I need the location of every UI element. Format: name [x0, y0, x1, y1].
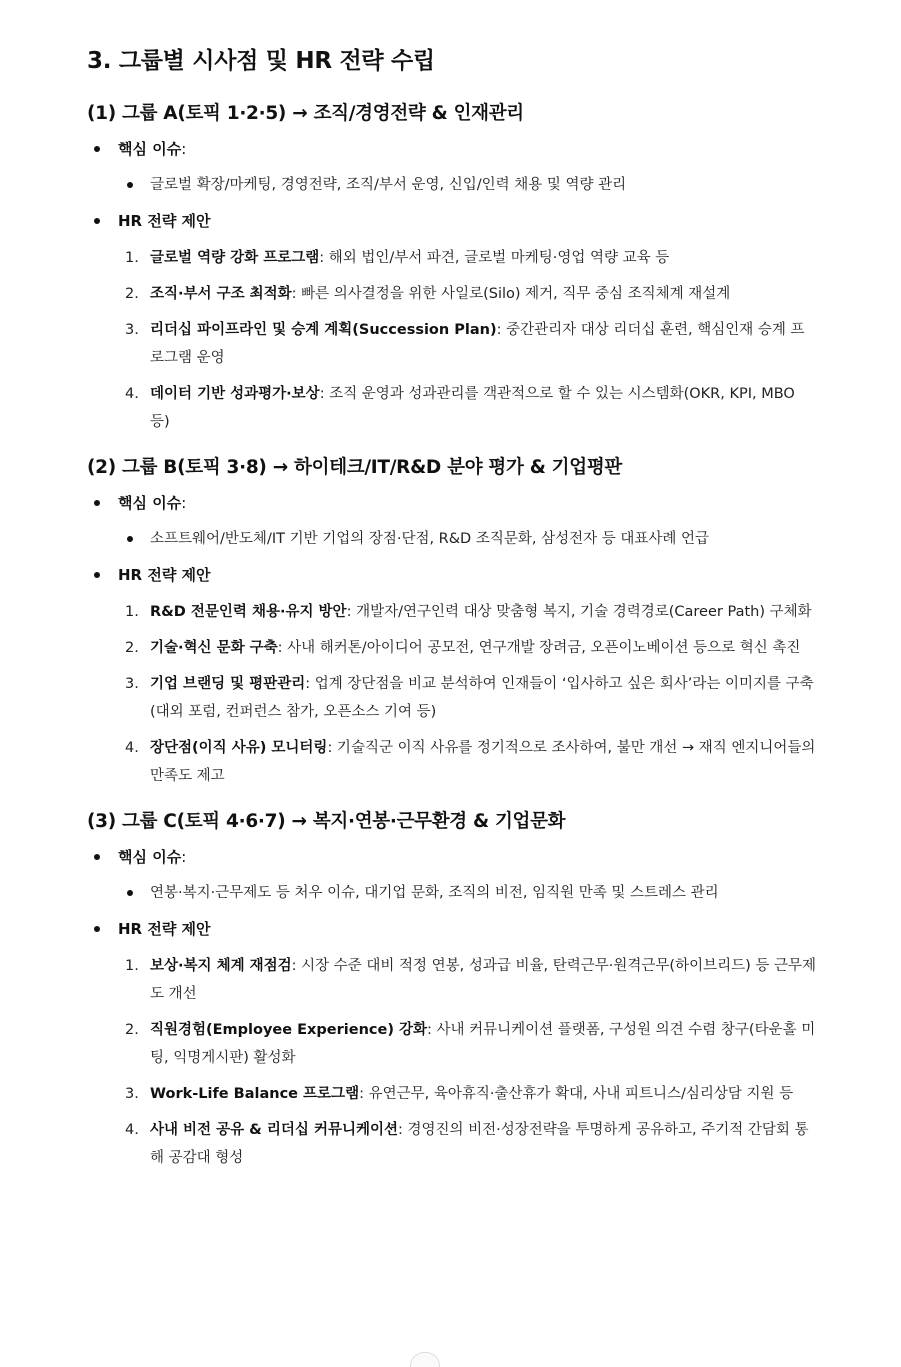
- strategy-label: HR 전략 제안: [118, 212, 211, 230]
- item-lead: 리더십 파이프라인 및 승계 계획(Succession Plan): [150, 322, 497, 338]
- item-text: : 사내 커뮤니케이션 플랫폼, 구성원 의견 수렴 창구(타운홀 미팅, 익명게시판) 활성화: [150, 1022, 816, 1066]
- item-text: : 업계 장단점을 비교 분석하여 인재들이 ‘입사하고 싶은 회사’라는 이미지를 구축(대외 포럼, 컨퍼런스 참가, 오픈소스 기여 등): [150, 676, 814, 720]
- list-item: [87, 634, 817, 662]
- bullet-icon: [94, 854, 100, 860]
- bullet-icon: [94, 926, 100, 932]
- item-number: 4.: [125, 386, 139, 402]
- group-section-c: [87, 808, 817, 1172]
- issue-suffix: :: [181, 140, 187, 158]
- issue-suffix: :: [181, 848, 187, 866]
- item-lead: 보상·복지 체계 재점검: [150, 958, 292, 974]
- issue-text: 소프트웨어/반도체/IT 기반 기업의 장점·단점, R&D 조직문화, 삼성전자 등 대표사례 언급: [150, 531, 709, 547]
- list-item-core-issue: [87, 844, 817, 870]
- bullet-icon: [127, 536, 133, 542]
- strategy-list: [87, 598, 817, 790]
- issue-suffix: :: [181, 494, 187, 512]
- item-text: : 유연근무, 육아휴직·출산휴가 확대, 사내 피트니스/심리상담 지원 등: [359, 1086, 794, 1102]
- item-number: 4.: [125, 1122, 139, 1138]
- item-lead: 사내 비전 공유 & 리더십 커뮤니케이션: [150, 1122, 398, 1138]
- item-number: 4.: [125, 740, 139, 756]
- list-item: [87, 316, 817, 372]
- group-heading: (1) 그룹 A(토픽 1·2·5) → 조직/경영전략 & 인재관리: [87, 103, 524, 124]
- item-text: : 해외 법인/부서 파견, 글로벌 마케팅·영업 역량 교육 등: [319, 250, 670, 266]
- item-number: 2.: [125, 640, 139, 656]
- item-number: 3.: [125, 322, 139, 338]
- list-item-core-issue: [87, 136, 817, 162]
- group-section-a: [87, 100, 817, 436]
- item-text: : 경영진의 비전·성장전략을 투명하게 공유하고, 주기적 간담회 통해 공감대 형성: [150, 1122, 809, 1166]
- group-heading: (2) 그룹 B(토픽 3·8) → 하이테크/IT/R&D 분야 평가 & 기업평판: [87, 457, 622, 478]
- bullet-icon: [127, 890, 133, 896]
- item-lead: 장단점(이직 사유) 모니터링: [150, 740, 328, 756]
- group-bullet-list: [87, 844, 817, 942]
- issue-label: 핵심 이슈: [118, 848, 182, 866]
- list-item-hr-strategy: [87, 208, 817, 234]
- list-item: [87, 670, 817, 726]
- strategy-label: HR 전략 제안: [118, 920, 211, 938]
- item-text: : 개발자/연구인력 대상 맞춤형 복지, 기술 경력경로(Career Path) 구체화: [346, 604, 812, 620]
- document-content: [87, 44, 817, 1190]
- bullet-icon: [94, 572, 100, 578]
- item-text: : 시장 수준 대비 적정 연봉, 성과급 비율, 탄력근무·원격근무(하이브리드) 등 근무제도 개선: [150, 958, 817, 1002]
- group-bullet-list: [87, 490, 817, 588]
- group-section-b: [87, 454, 817, 790]
- issue-label: 핵심 이슈: [118, 140, 182, 158]
- list-item-issue-detail: [87, 172, 817, 198]
- bullet-icon: [94, 218, 100, 224]
- item-text: : 조직 운영과 성과관리를 객관적으로 할 수 있는 시스템화(OKR, KPI, MBO 등): [150, 386, 795, 430]
- item-lead: 글로벌 역량 강화 프로그램: [150, 250, 320, 266]
- list-item: [87, 1016, 817, 1072]
- list-item-issue-detail: [87, 880, 817, 906]
- item-lead: 직원경험(Employee Experience) 강화: [150, 1022, 428, 1038]
- group-heading: (3) 그룹 C(토픽 4·6·7) → 복지·연봉·근무환경 & 기업문화: [87, 811, 566, 832]
- item-number: 2.: [125, 286, 139, 302]
- item-lead: Work-Life Balance 프로그램: [150, 1086, 360, 1102]
- item-text: : 빠른 의사결정을 위한 사일로(Silo) 제거, 직무 중심 조직체계 재설계: [291, 286, 731, 302]
- issue-text: 연봉·복지·근무제도 등 처우 이슈, 대기업 문화, 조직의 비전, 임직원 만족 및 스트레스 관리: [150, 885, 719, 901]
- item-lead: R&D 전문인력 채용·유지 방안: [150, 604, 347, 620]
- item-number: 2.: [125, 1022, 139, 1038]
- page-title: 3. 그룹별 시사점 및 HR 전략 수립: [87, 48, 435, 74]
- list-item: [87, 280, 817, 308]
- list-item-hr-strategy: [87, 916, 817, 942]
- list-item-issue-detail: [87, 526, 817, 552]
- list-item: [87, 598, 817, 626]
- item-lead: 기술·혁신 문화 구축: [150, 640, 278, 656]
- bullet-icon: [127, 182, 133, 188]
- strategy-list: [87, 244, 817, 436]
- list-item: [87, 952, 817, 1008]
- item-number: 3.: [125, 1086, 139, 1102]
- group-bullet-list: [87, 136, 817, 234]
- item-number: 1.: [125, 250, 139, 266]
- bullet-icon: [94, 146, 100, 152]
- item-text: : 사내 해커톤/아이디어 공모전, 연구개발 장려금, 오픈이노베이션 등으로 혁신 촉진: [277, 640, 801, 656]
- item-text: : 기술직군 이직 사유를 정기적으로 조사하여, 불만 개선 → 재직 엔지니어들의 만족도 제고: [150, 740, 816, 784]
- list-item: [87, 244, 817, 272]
- list-item: [87, 380, 817, 436]
- item-lead: 기업 브랜딩 및 평판관리: [150, 676, 306, 692]
- bullet-icon: [94, 500, 100, 506]
- item-lead: 데이터 기반 성과평가·보상: [150, 386, 320, 402]
- item-number: 1.: [125, 604, 139, 620]
- scroll-down-button[interactable]: [410, 1352, 440, 1367]
- item-text: : 중간관리자 대상 리더십 훈련, 핵심인재 승계 프로그램 운영: [150, 322, 805, 366]
- list-item-hr-strategy: [87, 562, 817, 588]
- item-lead: 조직·부서 구조 최적화: [150, 286, 292, 302]
- strategy-list: [87, 952, 817, 1172]
- list-item: [87, 1116, 817, 1172]
- item-number: 1.: [125, 958, 139, 974]
- issue-text: 글로벌 확장/마케팅, 경영전략, 조직/부서 운영, 신입/인력 채용 및 역량 관리: [150, 177, 627, 193]
- list-item: [87, 1080, 817, 1108]
- item-number: 3.: [125, 676, 139, 692]
- list-item-core-issue: [87, 490, 817, 516]
- issue-label: 핵심 이슈: [118, 494, 182, 512]
- list-item: [87, 734, 817, 790]
- strategy-label: HR 전략 제안: [118, 566, 211, 584]
